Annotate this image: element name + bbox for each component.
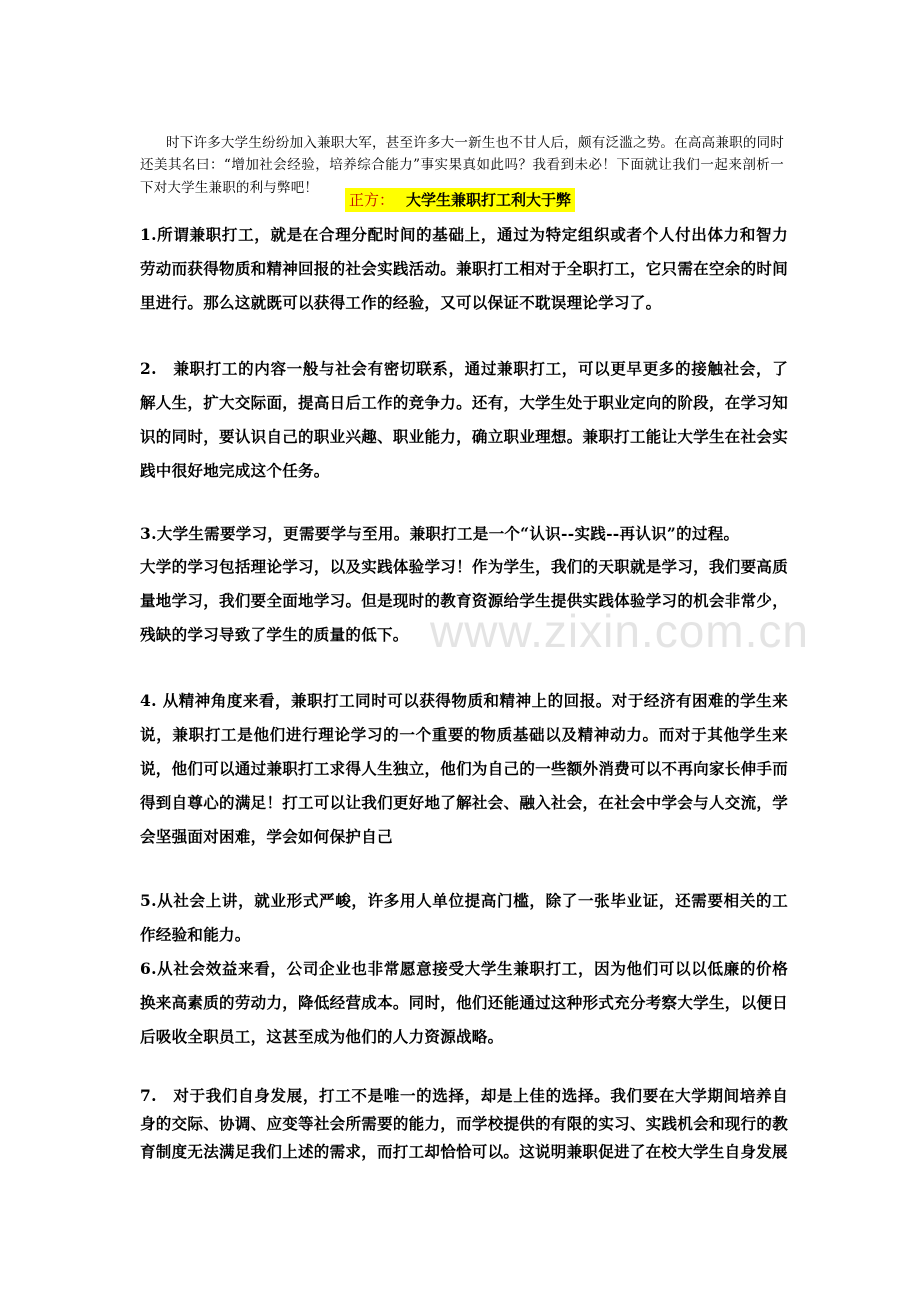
heading-title: 大学生兼职打工利大于弊 (406, 191, 572, 209)
watermark-text: www.zixin.com.cn (430, 605, 809, 657)
intro-paragraph: 时下许多大学生纷纷加入兼职大军，甚至许多大一新生也不甘人后，颇有泛滥之势。在高高兼职的同时还美其名曰：“增加社会经验，培养综合能力”事实果真如此吗？我看到未必！下面就让我们一起来剖析一下对大学生兼职的利与弊吧！ (140, 134, 784, 196)
point-3-continuation: 大学的学习包括理论学习，以及实践体验学习！作为学生，我们的天职就是学习，我们要高质量地学习，我们要全面地学习。但是现时的教育资源给学生提供实践体验学习的机会非常少，残缺的学习导致了学生的质量的低下。 (140, 557, 788, 644)
section-heading (345, 188, 575, 212)
point-1: 1.所谓兼职打工，就是在合理分配时间的基础上，通过为特定组织或者个人付出体力和智力劳动而获得物质和精神回报的社会实践活动。兼职打工相对于全职打工，它只需在空余的时间里进行。那么这就既可以获得工作的经验，又可以保证不耽误理论学习了。 (140, 225, 788, 312)
point-2: 2. 兼职打工的内容一般与社会有密切联系，通过兼职打工，可以更早更多的接触社会，了解人生，扩大交际面，提高日后工作的竞争力。还有，大学生处于职业定向的阶段，在学习知识的同时，要认识自己的职业兴趣、职业能力，确立职业理想。兼职打工能让大学生在社会实践中很好地完成这个任务。 (140, 359, 788, 480)
point-4: 4. 从精神角度来看，兼职打工同时可以获得物质和精神上的回报。对于经济有困难的学生来说，兼职打工是他们进行理论学习的一个重要的物质基础以及精神动力。而对于其他学生来说，他们可以通过兼职打工求得人生独立，他们为自己的一些额外消费可以不再向家长伸手而得到自尊心的满足！打工可以让我们更好地了解社会、融入社会，在社会中学会与人交流，学会坚强面对困难，学会如何保护自己 (140, 691, 788, 846)
heading-label: 正方： (348, 191, 394, 209)
point-3: 3.大学生需要学习，更需要学与至用。兼职打工是一个“认识--实践--再认识”的过程。 (140, 524, 740, 543)
point-5: 5.从社会上讲，就业形式严峻，许多用人单位提高门槛，除了一张毕业证，还需要相关的工作经验和能力。 (140, 891, 788, 944)
point-6: 6.从社会效益来看，公司企业也非常愿意接受大学生兼职打工，因为他们可以以低廉的价格换来高素质的劳动力，降低经营成本。同时，他们还能通过这种形式充分考察大学生，以便日后吸收全职员工，这甚至成为他们的人力资源战略。 (140, 959, 788, 1046)
point-7: 7. 对于我们自身发展，打工不是唯一的选择，却是上佳的选择。我们要在大学期间培养自身的交际、协调、应变等社会所需要的能力，而学校提供的有限的实习、实践机会和现行的教育制度无法满足我们上述的需求，而打工却恰恰可以。这说明兼职促进了在校大学生自身发展 (140, 1086, 788, 1161)
heading-row (0, 188, 920, 212)
